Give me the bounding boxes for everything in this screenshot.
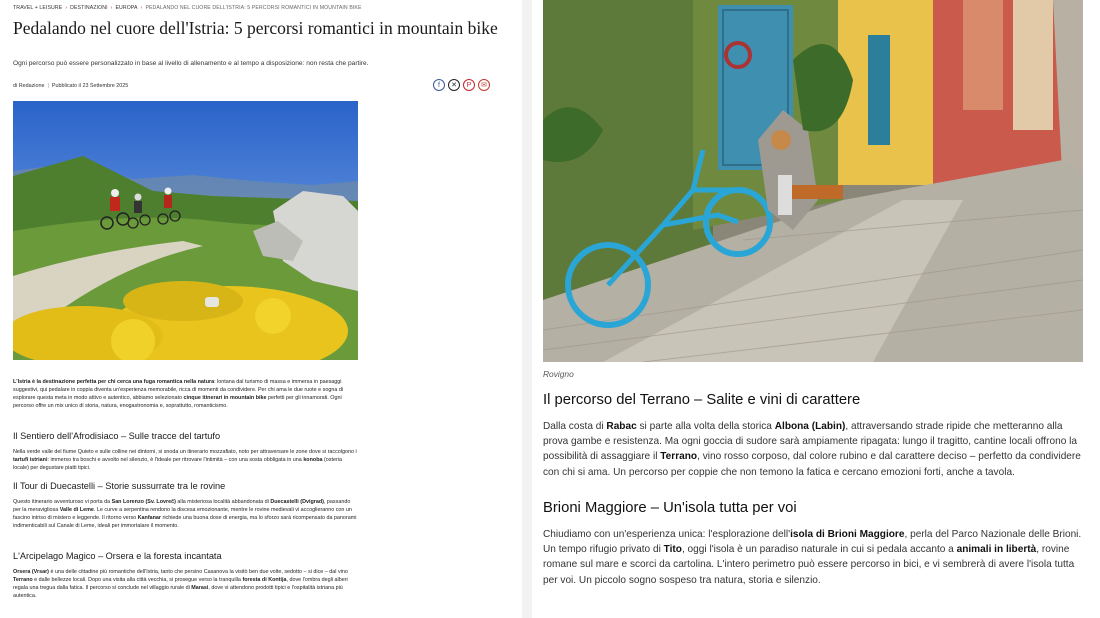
body-bold: isola di Brioni Maggiore bbox=[790, 529, 905, 540]
body-text: , vino rosso corposo, dal colore rubino e dal carattere deciso – perfetto da condividere con chi si ama. Un percorso per coppie che non temono la fatica e cercano emozioni forti, anche a tavola. bbox=[543, 451, 1081, 478]
body-text: , dove vi attendono prodotti tipici e l'ospitalità istriana più autentica. bbox=[13, 585, 343, 599]
article-headline: Pedalando nel cuore dell'Istria: 5 percorsi romantici in mountain bike bbox=[13, 18, 498, 38]
photo-rovigno-street bbox=[543, 0, 1083, 362]
section-heading-terrano: Il percorso del Terrano – Salite e vini di carattere bbox=[543, 392, 861, 408]
body-bold: Terrano bbox=[660, 451, 698, 463]
body-bold: Duecastelli (Dvigrad) bbox=[270, 499, 324, 505]
body-text: : immerso tra boschi e avvolto nel silenzio, è l'ideale per ritrovare l'intimità – con una sosta obbligata in una bbox=[47, 457, 304, 463]
byline-divider: | bbox=[47, 83, 49, 89]
body-bold: Tito bbox=[663, 544, 682, 556]
facebook-icon[interactable]: f bbox=[433, 79, 445, 91]
body-text: , oggi l'isola è un paradiso naturale in cui si pedala accanto a bbox=[681, 544, 957, 556]
article-byline bbox=[13, 83, 128, 89]
body-bold: San Lorenzo (Sv. Lovreč) bbox=[111, 499, 176, 505]
breadcrumb bbox=[13, 5, 362, 11]
body-text: , perla del Parco Nazionale delle Brioni. Un tempo rifugio privato di bbox=[543, 529, 1082, 556]
breadcrumb-separator: › bbox=[140, 5, 143, 11]
body-bold: Marasi bbox=[191, 585, 209, 591]
body-text: , rovine romane sul mare e scorci da cartolina. L'intero perimetro può essere percorso in bici, e vi sembrerà di avere l'isola tutta per voi. Un piccolo sogno sospeso tra natura, storia e silenzio. bbox=[543, 544, 1075, 586]
body-bold: Valle di Leme bbox=[59, 507, 94, 513]
publish-date: Pubblicato il 23 Settembre 2025 bbox=[51, 83, 129, 89]
article-page-left bbox=[0, 0, 522, 618]
section-heading-brioni: Brioni Maggiore – Un'isola tutta per voi bbox=[543, 500, 797, 516]
section-heading-afrodisiaco: Il Sentiero dell'Afrodisiaco – Sulle tracce del tartufo bbox=[13, 431, 221, 441]
body-text: richiede una buona dose di energia, ma lo sforzo sarà ricompensato da panorami indimenticabili sul Canale di Leme, ideali per immortalare il momento. bbox=[13, 515, 357, 529]
body-text: è una delle cittadine più romantiche dell'Istria, tanto che persino Casanova la visitò ben due volte, sedotto – si dice – dal vino bbox=[48, 569, 348, 575]
breadcrumb-europa[interactable]: EUROPA bbox=[115, 5, 138, 11]
section-body-arcipelago bbox=[13, 568, 359, 600]
body-text: e dalle bellezze locali. Dopo una visita alla città vecchia, si prosegue verso la tranquilla bbox=[32, 577, 243, 583]
body-text: Chiudiamo con un'esperienza unica: l'esplorazione dell' bbox=[543, 529, 791, 540]
pinterest-icon[interactable]: P bbox=[463, 79, 475, 91]
intro-paragraph bbox=[13, 378, 359, 410]
body-bold: animali in libertà bbox=[956, 544, 1037, 556]
section-body-duecastelli bbox=[13, 498, 359, 530]
body-bold: Kanfanar bbox=[137, 515, 162, 521]
intro-text: : lontana dal turismo di massa e immersa in paesaggi suggestivi, qui pedalare in coppia diventa un'esperienza memorabile, ricca di momenti da condividere. Per chi ama le due ruote e sogna di esplorare questa meta in modo attivo e autentico, abbiamo selezionato bbox=[13, 379, 344, 401]
photo-caption: Rovigno bbox=[543, 369, 574, 379]
body-text: alla misteriosa località abbandonata di bbox=[175, 499, 271, 505]
section-body-afrodisiaco bbox=[13, 448, 359, 472]
intro-bold: cinque itinerari in mountain bike bbox=[183, 395, 267, 401]
intro-bold: L'Istria è la destinazione perfetta per chi cerca una fuga romantica nella natura bbox=[13, 379, 215, 385]
intro-text: perfetti per gli innamorati. Ogni percorso offre un mix unico di storia, natura, enogastronomia e, soprattutto, romanticismo. bbox=[13, 395, 342, 409]
screenshot-divider bbox=[522, 0, 532, 618]
breadcrumb-separator: › bbox=[110, 5, 113, 11]
section-heading-duecastelli: Il Tour di Duecastelli – Storie sussurrate tra le rovine bbox=[13, 481, 226, 491]
author-name: di Redazione bbox=[13, 83, 45, 89]
section-heading-arcipelago: L'Arcipelago Magico – Orsera e la foresta incantata bbox=[13, 551, 222, 561]
body-bold: tartufi istriani bbox=[13, 457, 48, 463]
breadcrumb-destinazioni[interactable]: DESTINAZIONI bbox=[70, 5, 108, 11]
body-text: Dalla costa di bbox=[543, 421, 607, 432]
hero-image-cyclists bbox=[13, 101, 358, 360]
section-body-brioni bbox=[543, 527, 1083, 588]
article-standfirst: Ogni percorso può essere personalizzato in base al livello di allenamento e al tempo a disposizione: non resta che partire. bbox=[13, 60, 369, 67]
section-body-terrano bbox=[543, 419, 1083, 480]
share-bar bbox=[433, 79, 490, 91]
article-page-right bbox=[532, 0, 1100, 618]
body-text: , dove l'ombra degli alberi regala una tregua dalla fatica. Il percorso si conclude nel villaggio rurale di bbox=[13, 577, 348, 591]
body-text: Nella verde valle del fiume Quieto e sulle colline nei dintorni, si snoda un itinerario mozzafiato, noto per attraversare le zone dove si raccolgono i bbox=[13, 449, 357, 455]
body-bold: foresta di Kontija bbox=[242, 577, 287, 583]
body-text: (osteria locale) per degustare piatti tipici. bbox=[13, 457, 342, 471]
body-text: . Le curve a serpentina rendono la discesa emozionante, mentre le rovine medievali vi accoglieranno con un fascino intriso di mistero e leggende. Il ritorno verso bbox=[13, 507, 352, 521]
body-text: , passando per la meravigliosa bbox=[13, 499, 351, 513]
body-bold: Orsera (Vrsar) bbox=[13, 569, 49, 575]
breadcrumb-separator: › bbox=[65, 5, 68, 11]
mail-icon[interactable]: ✉ bbox=[478, 79, 490, 91]
x-icon[interactable]: ✕ bbox=[448, 79, 460, 91]
body-text: si parte alla volta della storica bbox=[636, 421, 775, 432]
breadcrumb-travel-leisure[interactable]: TRAVEL + LEISURE bbox=[13, 5, 63, 11]
body-bold: Terrano bbox=[13, 577, 33, 583]
body-bold: konoba bbox=[303, 457, 323, 463]
body-text: Questo itinerario avventuroso vi porta da bbox=[13, 499, 112, 505]
body-text: , attraversando strade ripide che metteranno alla prova gambe e resistenza. Ma ogni goccia di sudore sarà ampiamente ripagata: lungo il tragitto, cantine locali offrono la possibilità di assaggiare il bbox=[543, 421, 1077, 463]
body-bold: Albona (Labin) bbox=[774, 421, 846, 432]
body-bold: Rabac bbox=[606, 421, 637, 432]
breadcrumb-current: PEDALANDO NEL CUORE DELL'ISTRIA: 5 PERCORSI ROMANTICI IN MOUNTAIN BIKE bbox=[145, 5, 362, 11]
